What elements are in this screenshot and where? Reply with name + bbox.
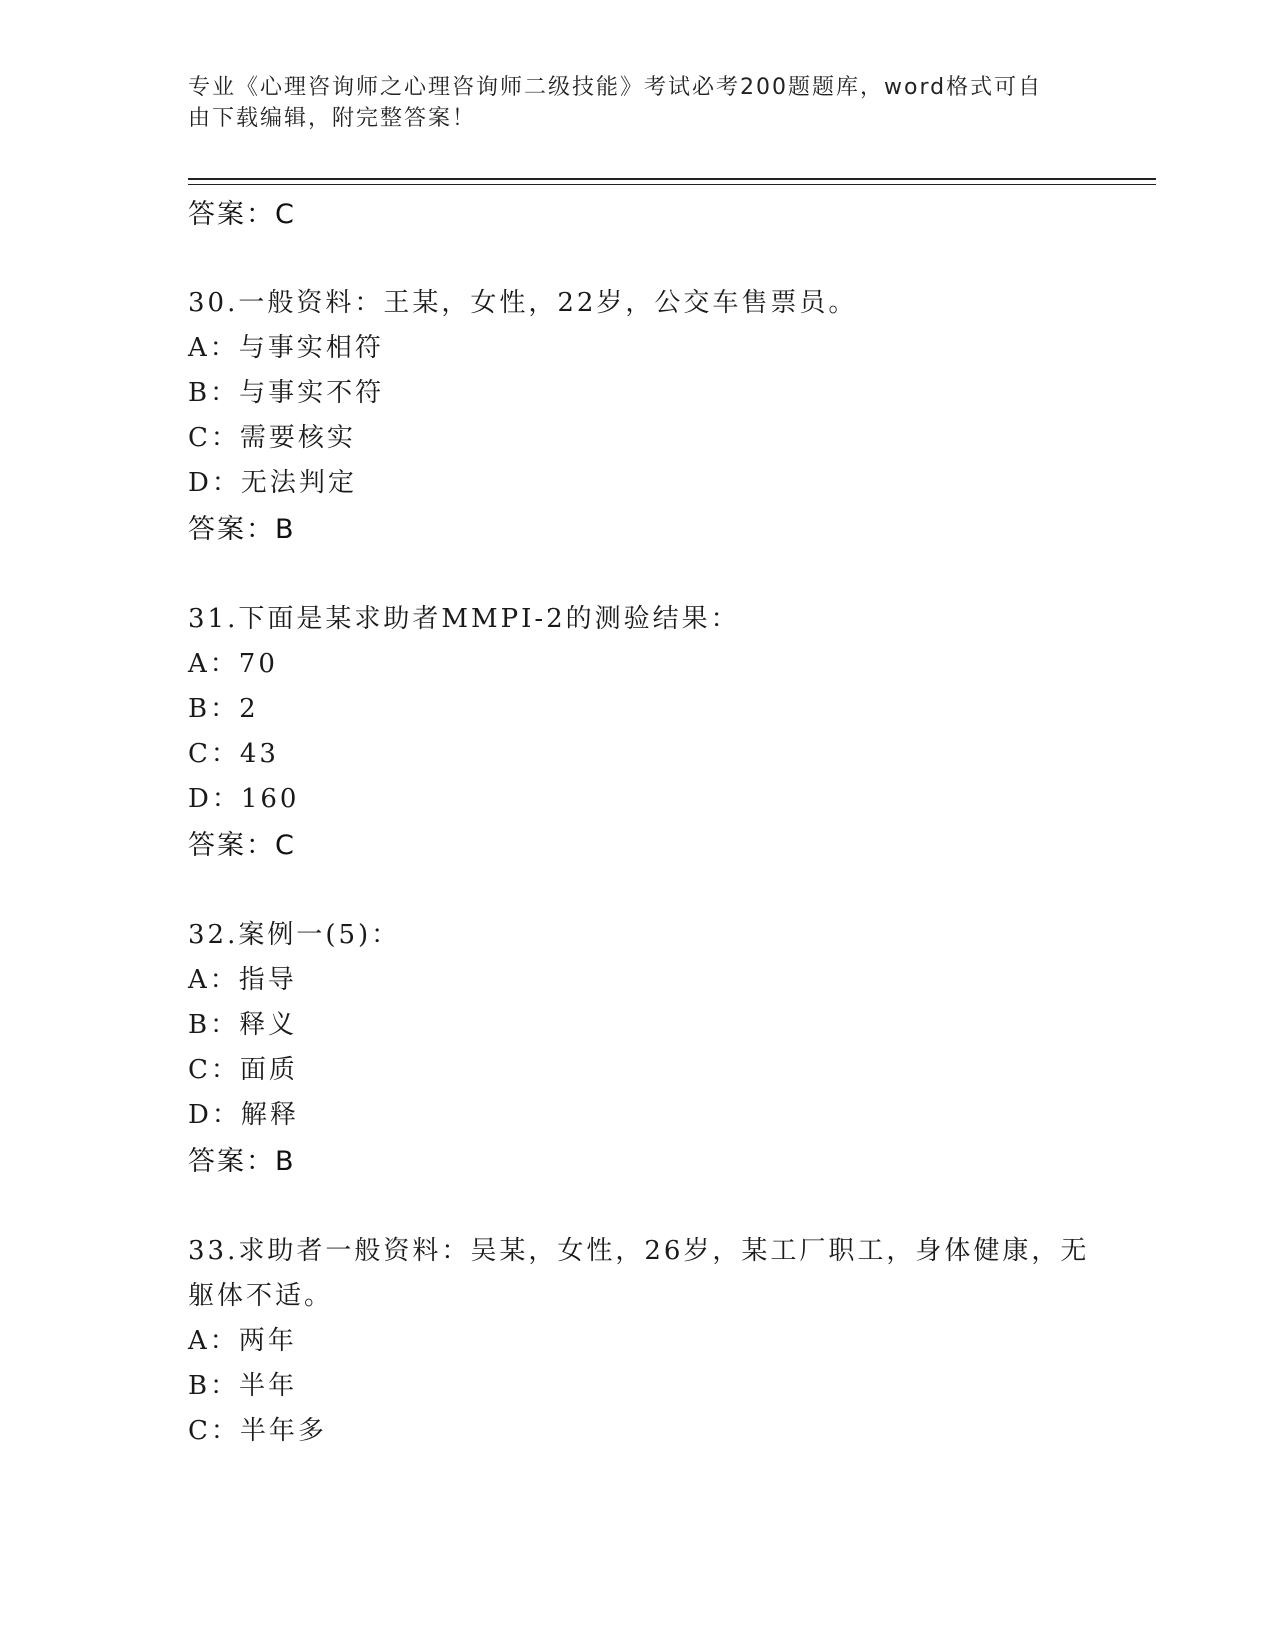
question-32-option-d: D：解释 bbox=[188, 1100, 299, 1130]
header-divider-thin bbox=[188, 184, 1156, 185]
question-33-stem-line-1: 33.求助者一般资料：吴某，女性，26岁，某工厂职工，身体健康，无 bbox=[188, 1236, 1090, 1266]
previous-answer: 答案：C bbox=[188, 199, 296, 230]
question-32-option-c: C：面质 bbox=[188, 1055, 298, 1085]
question-33-option-b: B：半年 bbox=[188, 1371, 298, 1401]
question-30-answer: 答案：B bbox=[188, 514, 296, 545]
question-33-option-a: A：两年 bbox=[188, 1326, 297, 1356]
header-divider-thick bbox=[188, 178, 1156, 180]
question-31-option-b: B：2 bbox=[188, 694, 259, 724]
question-30-option-d: D：无法判定 bbox=[188, 468, 357, 498]
question-31-option-c: C：43 bbox=[188, 739, 279, 769]
question-33-option-c: C：半年多 bbox=[188, 1416, 327, 1446]
question-32-option-b: B：释义 bbox=[188, 1010, 298, 1040]
question-30-option-c: C：需要核实 bbox=[188, 423, 356, 453]
question-30-option-b: B：与事实不符 bbox=[188, 378, 385, 408]
document-header bbox=[188, 72, 1068, 134]
header-line-1: 专业《心理咨询师之心理咨询师二级技能》考试必考200题题库，word格式可自 bbox=[188, 75, 1043, 100]
question-30-stem: 30.一般资料：王某，女性，22岁，公交车售票员。 bbox=[188, 288, 858, 318]
question-32-option-a: A：指导 bbox=[188, 965, 297, 995]
question-31-option-a: A：70 bbox=[188, 649, 278, 679]
question-30-option-a: A：与事实相符 bbox=[188, 333, 384, 363]
header-line-2: 由下载编辑，附完整答案！ bbox=[188, 106, 477, 131]
question-32-answer: 答案：B bbox=[188, 1146, 296, 1177]
question-32-stem: 32.案例一(5)： bbox=[188, 920, 401, 950]
question-33-stem-line-2: 躯体不适。 bbox=[188, 1281, 334, 1311]
question-31-option-d: D：160 bbox=[188, 784, 300, 814]
question-31-answer: 答案：C bbox=[188, 830, 296, 861]
question-31-stem: 31.下面是某求助者MMPI-2的测验结果： bbox=[188, 604, 740, 634]
